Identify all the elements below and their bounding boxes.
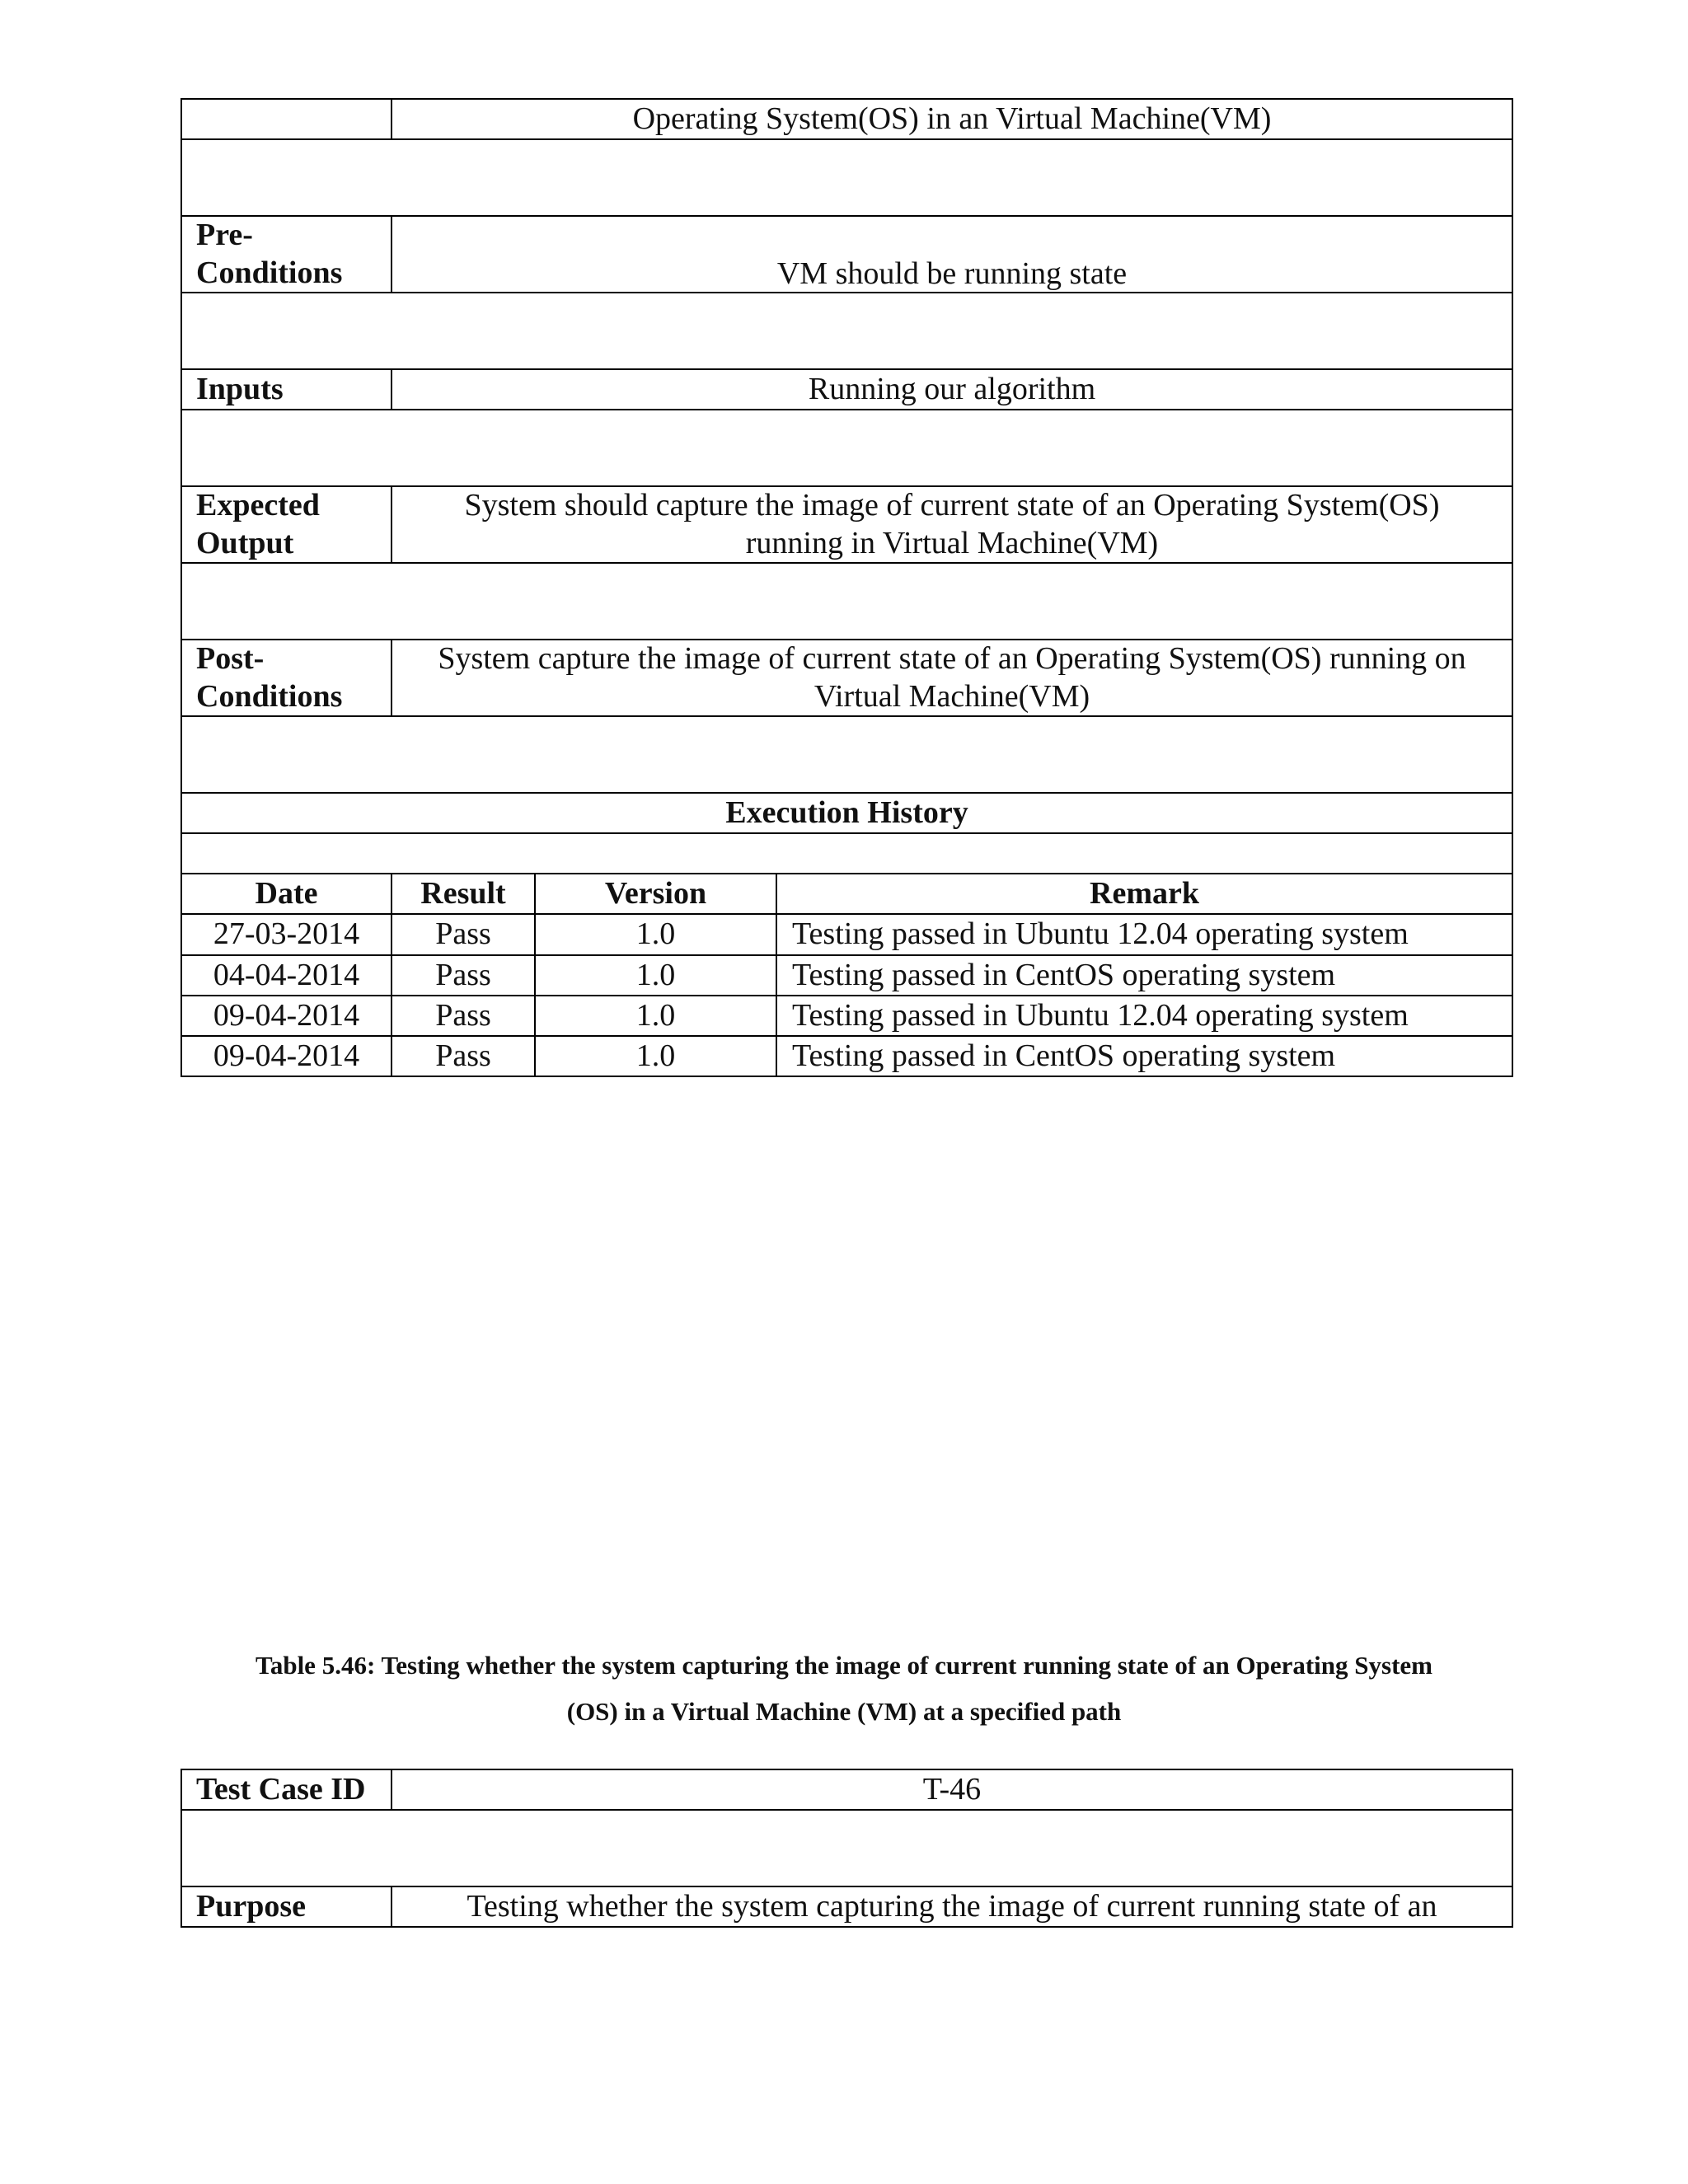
preconditions-value: VM should be running state xyxy=(776,256,1128,291)
cell-remark: Testing passed in Ubuntu 12.04 operating system xyxy=(792,916,1409,951)
preconditions-label-line1: Pre- xyxy=(196,218,253,252)
col-header-remark: Remark xyxy=(1090,876,1199,911)
cell-date: 09-04-2014 xyxy=(213,1038,360,1073)
purpose-label: Purpose xyxy=(196,1889,306,1924)
expected-output-value-line1: System should capture the image of current state of an Operating System(OS) xyxy=(464,488,1440,523)
purpose-value: Testing whether the system capturing the image of current running state of an xyxy=(467,1889,1437,1924)
cell-version: 1.0 xyxy=(635,916,676,951)
col-header-version: Version xyxy=(604,876,707,911)
postconditions-value-line2: Virtual Machine(VM) xyxy=(814,679,1090,714)
postconditions-label-line2: Conditions xyxy=(196,679,343,714)
col-header-result: Result xyxy=(420,876,506,911)
cell-version: 1.0 xyxy=(635,998,676,1033)
cell-date: 04-04-2014 xyxy=(213,958,360,992)
expected-output-label-line1: Expected xyxy=(196,488,320,523)
cell-version: 1.0 xyxy=(635,958,676,992)
cell-result: Pass xyxy=(435,1038,491,1073)
test-case-id-value: T-46 xyxy=(922,1772,982,1807)
cell-result: Pass xyxy=(435,998,491,1033)
col-header-date: Date xyxy=(255,876,318,911)
postconditions-value-line1: System capture the image of current state of an Operating System(OS) running on xyxy=(438,641,1466,676)
cell-result: Pass xyxy=(435,916,491,951)
inputs-label: Inputs xyxy=(196,372,284,406)
execution-history-heading: Execution History xyxy=(725,795,968,830)
cell-version: 1.0 xyxy=(635,1038,676,1073)
expected-output-label-line2: Output xyxy=(196,526,294,560)
purpose-continuation-text: Operating System(OS) in an Virtual Machine(VM) xyxy=(632,101,1272,136)
preconditions-label-line2: Conditions xyxy=(196,255,343,290)
inputs-value: Running our algorithm xyxy=(808,372,1096,406)
expected-output-value-line2: running in Virtual Machine(VM) xyxy=(745,526,1159,560)
cell-remark: Testing passed in CentOS operating system xyxy=(792,1038,1336,1073)
cell-result: Pass xyxy=(435,958,491,992)
cell-date: 09-04-2014 xyxy=(213,998,360,1033)
cell-remark: Testing passed in Ubuntu 12.04 operating system xyxy=(792,998,1409,1033)
test-case-id-label: Test Case ID xyxy=(196,1772,366,1807)
table-caption-line2: (OS) in a Virtual Machine (VM) at a specified path xyxy=(566,1697,1122,1726)
cell-date: 27-03-2014 xyxy=(213,916,360,951)
cell-remark: Testing passed in CentOS operating system xyxy=(792,958,1336,992)
postconditions-label-line1: Post- xyxy=(196,641,265,676)
table-caption-line1: Table 5.46: Testing whether the system capturing the image of current running state of an Operating System xyxy=(256,1651,1432,1680)
